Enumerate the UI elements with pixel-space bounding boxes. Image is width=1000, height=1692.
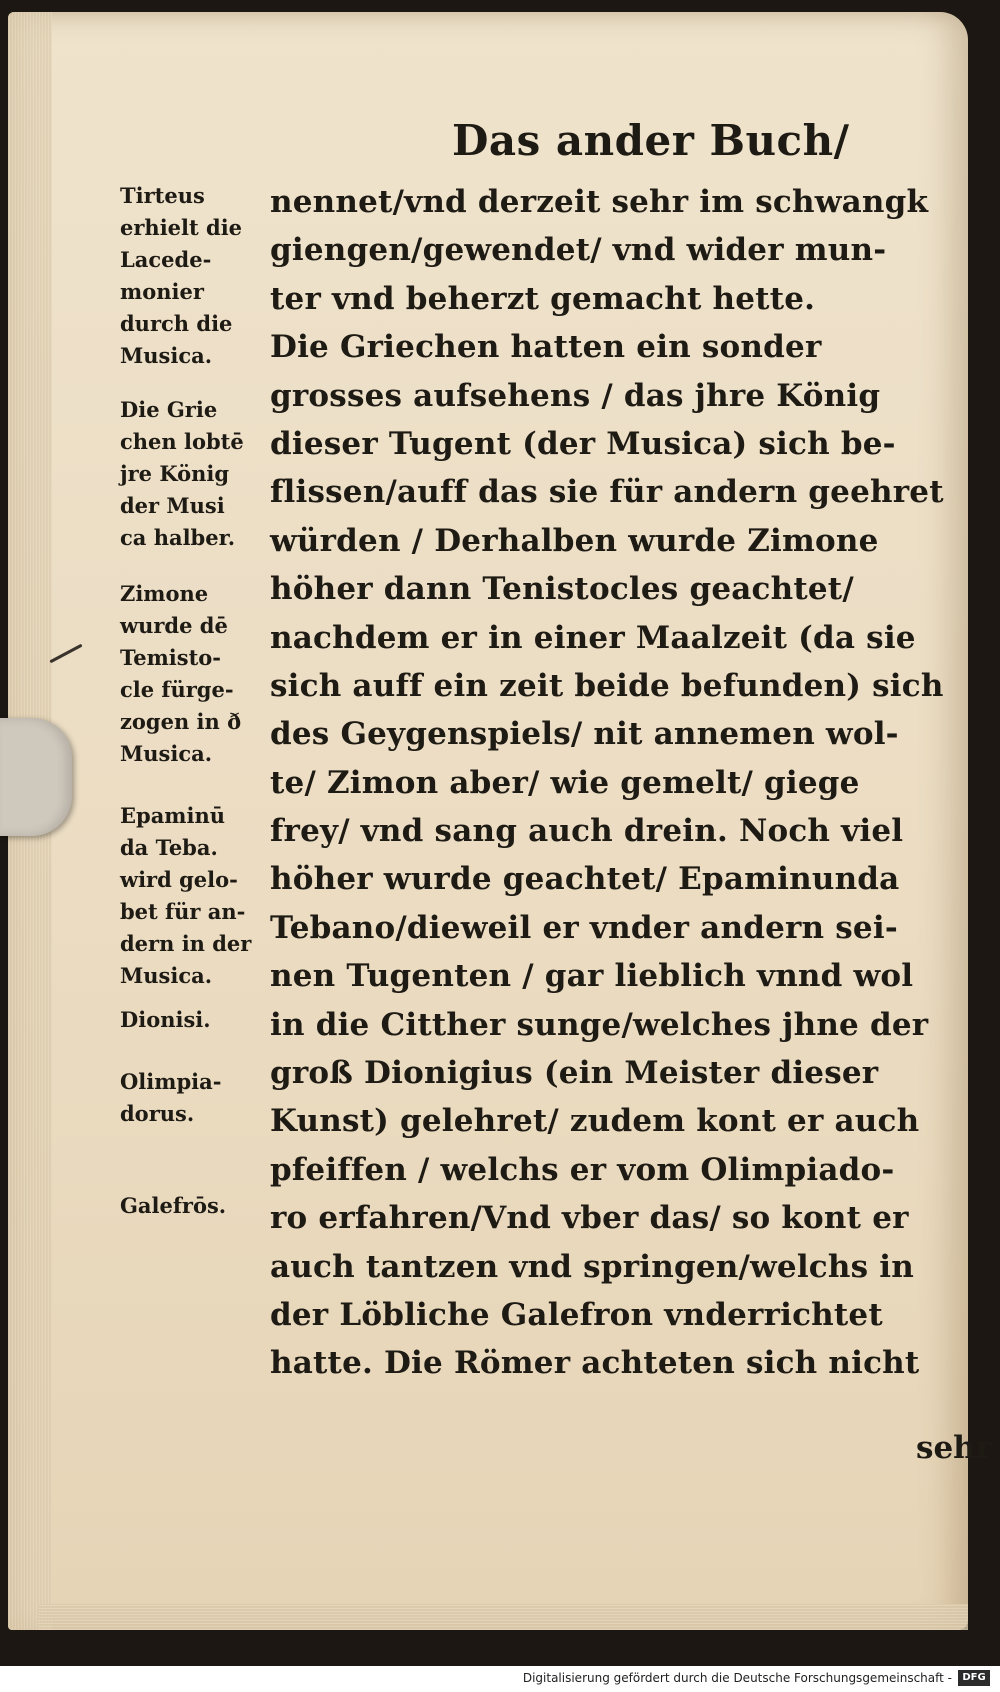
- margin-note-line: Tirteus: [120, 183, 205, 208]
- text-line: würden / Derhalben wurde Zimone: [270, 522, 879, 559]
- text-line: giengen/gewendet/ vnd wider mun-: [270, 232, 887, 269]
- margin-note-line: wurde dē: [120, 613, 228, 638]
- margin-note-line: Musica.: [120, 343, 213, 368]
- margin-note-line: Musica.: [120, 963, 213, 988]
- text-line: pfeiffen / welchs er vom Olimpiado-: [270, 1151, 895, 1188]
- margin-note-line: durch die: [120, 311, 233, 336]
- margin-note-line: cle fürge-: [120, 677, 234, 702]
- text-line: höher dann Tenistocles geachtet/: [270, 571, 854, 608]
- margin-note-line: Zimone: [120, 581, 209, 606]
- text-line: frey/ vnd sang auch drein. Noch viel: [270, 813, 904, 850]
- text-line: ter vnd beherzt gemacht hette.: [270, 280, 816, 317]
- bottom-page-edges: [38, 1604, 968, 1630]
- text-line: nachdem er in einer Maalzeit (da sie: [270, 619, 916, 656]
- margin-note-line: Olimpia-: [120, 1069, 222, 1094]
- digitization-credit: Digitalisierung gefördert durch die Deutsche Forschungsgemeinschaft -: [522, 1671, 952, 1685]
- text-line: Kunst) gelehret/ zudem kont er auch: [270, 1103, 920, 1140]
- text-line: hatte. Die Römer achteten sich nicht: [270, 1345, 920, 1382]
- main-text-block: [270, 178, 970, 1388]
- text-line: der Löbliche Galefron vnderrichtet: [270, 1296, 883, 1333]
- text-line: höher wurde geachtet/ Epaminunda: [270, 861, 900, 898]
- text-line: Die Griechen hatten ein sonder: [270, 329, 822, 366]
- book-page: [8, 12, 993, 1630]
- text-line: te/ Zimon aber/ wie gemelt/ giege: [270, 764, 860, 801]
- margin-note-line: dern in der: [120, 931, 252, 956]
- margin-note-line: bet für an-: [120, 899, 246, 924]
- text-line: ro erfahren/Vnd vber das/ so kont er: [270, 1200, 909, 1237]
- text-line: Tebano/dieweil er vnder andern sei-: [270, 909, 898, 946]
- margin-note-line: da Teba.: [120, 835, 218, 860]
- margin-note-line: ca halber.: [120, 525, 236, 550]
- margin-note-line: Lacede-: [120, 247, 212, 272]
- text-line: nen Tugenten / gar lieblich vnnd wol: [270, 958, 914, 995]
- margin-note-line: zogen in ð: [120, 709, 242, 734]
- margin-note-line: Musica.: [120, 741, 213, 766]
- margin-note-epaminunda: [120, 800, 251, 992]
- margin-note-line: dorus.: [120, 1101, 195, 1126]
- margin-note-line: Galefrōs.: [120, 1193, 227, 1218]
- margin-note-galefron: [120, 1190, 226, 1222]
- catchword: sehr: [916, 1430, 993, 1466]
- margin-note-line: Die Grie: [120, 397, 218, 422]
- margin-note-line: Epaminū: [120, 803, 226, 828]
- margin-note-line: erhielt die: [120, 215, 243, 240]
- margin-note-line: monier: [120, 279, 204, 304]
- margin-note-tirteus: [120, 180, 242, 372]
- text-line: flissen/auff das sie für andern geehret: [270, 474, 944, 511]
- margin-note-zimone: [120, 578, 241, 770]
- margin-note-line: Temisto-: [120, 645, 222, 670]
- text-line: grosses aufsehens / das jhre König: [270, 377, 881, 414]
- text-line: in die Citther sunge/welches jhne der: [270, 1006, 929, 1043]
- text-line: sich auff ein zeit beide befunden) sich: [270, 667, 944, 704]
- margin-note-olimpiadorus: [120, 1066, 221, 1130]
- margin-note-line: der Musi: [120, 493, 225, 518]
- margin-note-line: chen lobtē: [120, 429, 244, 454]
- margin-note-griechen: [120, 394, 244, 554]
- margin-note-line: jre König: [120, 461, 230, 486]
- margin-note-line: Dionisi.: [120, 1007, 211, 1032]
- footer-bar: [0, 1666, 1000, 1692]
- margin-note-dionisi: [120, 1004, 211, 1036]
- margin-note-line: wird gelo-: [120, 867, 238, 892]
- text-line: groß Dionigius (ein Meister dieser: [270, 1055, 879, 1092]
- text-line: nennet/vnd derzeit sehr im schwangk: [270, 184, 929, 220]
- text-line: des Geygenspiels/ nit annemen wol-: [270, 716, 899, 753]
- text-line: dieser Tugent (der Musica) sich be-: [270, 425, 896, 462]
- page-clip-tab: [0, 718, 72, 836]
- running-head: Das ander Buch/: [452, 116, 850, 165]
- dfg-logo: DFG: [958, 1670, 990, 1686]
- text-line: auch tantzen vnd springen/welchs in: [270, 1248, 914, 1285]
